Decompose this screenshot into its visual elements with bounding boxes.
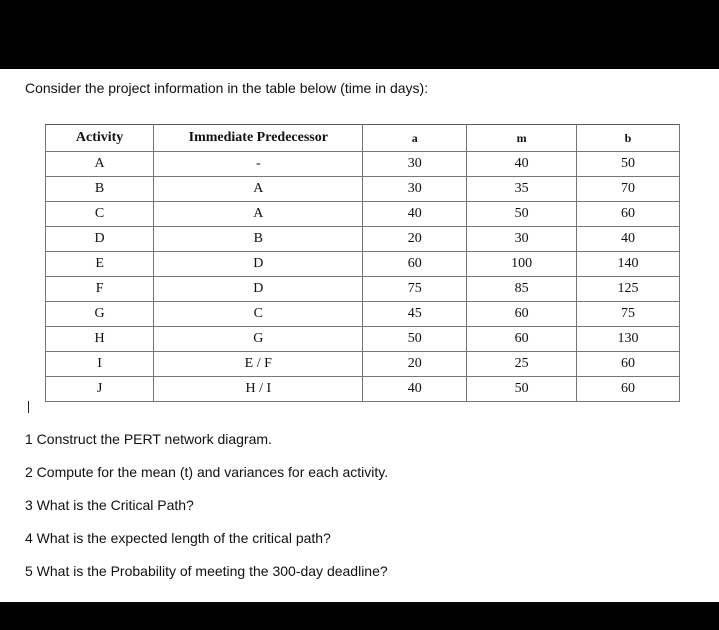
- table-row: [46, 177, 680, 202]
- cell-a: 30: [363, 177, 467, 202]
- intro-text: Consider the project information in the table below (time in days):: [25, 80, 429, 96]
- cell-m: 40: [467, 152, 577, 177]
- cell-a: 75: [363, 277, 467, 302]
- header-activity: Activity: [46, 125, 154, 152]
- cell-m: 25: [467, 352, 577, 377]
- cell-predecessor: G: [154, 327, 363, 352]
- table-header-row: [46, 125, 680, 152]
- cell-activity: H: [46, 327, 154, 352]
- header-m: m: [467, 125, 577, 152]
- question-item: 5 What is the Probability of meeting the 300-day deadline?: [25, 563, 388, 579]
- table-row: [46, 302, 680, 327]
- table-row: [46, 202, 680, 227]
- document-page: [0, 69, 719, 602]
- table-row: [46, 152, 680, 177]
- cell-a: 20: [363, 227, 467, 252]
- cell-b: 60: [577, 352, 680, 377]
- cell-predecessor: D: [154, 252, 363, 277]
- cell-activity: E: [46, 252, 154, 277]
- cell-m: 50: [467, 202, 577, 227]
- cell-m: 50: [467, 377, 577, 402]
- cell-b: 130: [577, 327, 680, 352]
- cell-a: 50: [363, 327, 467, 352]
- cell-activity: G: [46, 302, 154, 327]
- cell-a: 20: [363, 352, 467, 377]
- cell-activity: A: [46, 152, 154, 177]
- cell-predecessor: A: [154, 202, 363, 227]
- question-item: 3 What is the Critical Path?: [25, 497, 194, 513]
- cell-b: 75: [577, 302, 680, 327]
- cell-predecessor: A: [154, 177, 363, 202]
- cell-predecessor: H / I: [154, 377, 363, 402]
- question-item: 4 What is the expected length of the critical path?: [25, 530, 331, 546]
- cell-activity: D: [46, 227, 154, 252]
- cell-a: 60: [363, 252, 467, 277]
- cell-predecessor: B: [154, 227, 363, 252]
- cell-a: 40: [363, 377, 467, 402]
- cell-m: 60: [467, 302, 577, 327]
- cell-predecessor: E / F: [154, 352, 363, 377]
- text-cursor: [28, 401, 29, 413]
- cell-activity: F: [46, 277, 154, 302]
- cell-a: 40: [363, 202, 467, 227]
- cell-predecessor: D: [154, 277, 363, 302]
- table-row: [46, 277, 680, 302]
- cell-m: 30: [467, 227, 577, 252]
- cell-m: 85: [467, 277, 577, 302]
- cell-activity: I: [46, 352, 154, 377]
- cell-predecessor: -: [154, 152, 363, 177]
- cell-b: 50: [577, 152, 680, 177]
- cell-a: 45: [363, 302, 467, 327]
- cell-activity: C: [46, 202, 154, 227]
- question-item: 1 Construct the PERT network diagram.: [25, 431, 272, 447]
- question-list: [25, 429, 388, 594]
- table-row: [46, 252, 680, 277]
- cell-m: 35: [467, 177, 577, 202]
- cell-m: 60: [467, 327, 577, 352]
- cell-b: 60: [577, 377, 680, 402]
- table-row: [46, 377, 680, 402]
- project-table: [45, 124, 680, 402]
- cell-b: 125: [577, 277, 680, 302]
- table-row: [46, 227, 680, 252]
- cell-m: 100: [467, 252, 577, 277]
- question-item: 2 Compute for the mean (t) and variances for each activity.: [25, 464, 389, 480]
- cell-b: 70: [577, 177, 680, 202]
- table-row: [46, 327, 680, 352]
- cell-activity: J: [46, 377, 154, 402]
- cell-b: 40: [577, 227, 680, 252]
- cell-b: 60: [577, 202, 680, 227]
- table-row: [46, 352, 680, 377]
- header-b: b: [577, 125, 680, 152]
- cell-b: 140: [577, 252, 680, 277]
- cell-a: 30: [363, 152, 467, 177]
- cell-predecessor: C: [154, 302, 363, 327]
- cell-activity: B: [46, 177, 154, 202]
- table-body: [46, 152, 680, 402]
- header-a: a: [363, 125, 467, 152]
- header-predecessor: Immediate Predecessor: [154, 125, 363, 152]
